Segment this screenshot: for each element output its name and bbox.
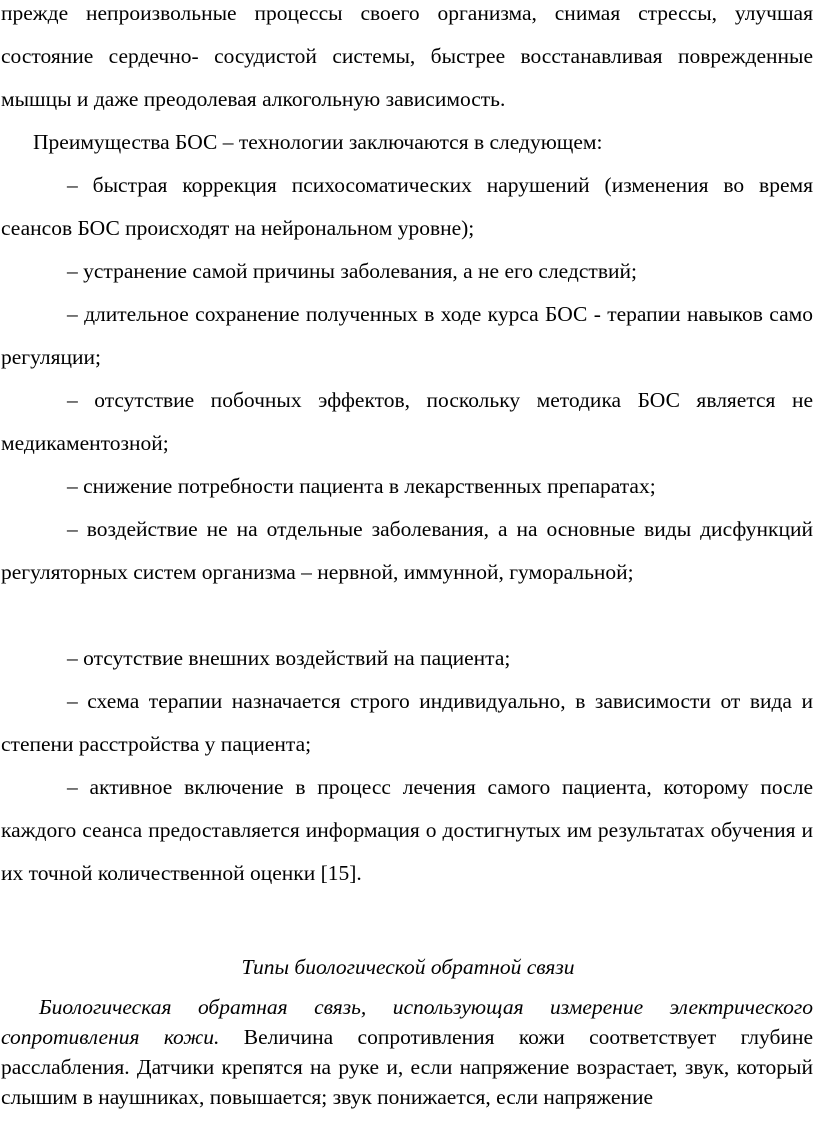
paragraph-advantages-lead: Преимущества БОС – технологии заключаются в следующем:	[33, 130, 603, 154]
section-paragraph	[1, 992, 813, 1112]
list-item: – быстрая коррекция психосоматических нарушений (изменения во время сеансов БОС происходят на нейрональном уровне);	[1, 173, 813, 240]
list-item: – схема терапии назначается строго индивидуально, в зависимости от вида и степени расстройства у пациента;	[1, 689, 813, 756]
paragraph-intro: прежде непроизвольные процессы своего организма, снимая стрессы, улучшая состояние сердечно- сосудистой системы, быстрее восстанавливая поврежденные мышцы и даже преодолевая алкогольную зависимость.	[1, 1, 813, 111]
list-item: – отсутствие побочных эффектов, поскольку методика БОС является не медикаментозной;	[1, 388, 813, 455]
list-item: – длительное сохранение полученных в ходе курса БОС - терапии навыков само регуляции;	[1, 302, 813, 369]
list-item: – воздействие не на отдельные заболевания, а на основные виды дисфункций регуляторных систем организма – нервной, иммунной, гуморальной;	[1, 517, 813, 584]
list-item: – отсутствие внешних воздействий на пациента;	[67, 646, 511, 670]
list-item: – активное включение в процесс лечения самого пациента, которому после каждого сеанса предоставляется информация о достигнутых им результатах обучения и их точной количественной оценки [15].	[1, 775, 813, 885]
section-paragraph-text: Величина сопротивления кожи соответствует глубине расслабления. Датчики крепятся на руке и, если напряжение возрастает, звук, который слышим в наушниках, повышается; звук понижается, если напряжение	[1, 1025, 813, 1109]
section-paragraph-lead: Биологическая обратная связь, использующая измерение электрического сопротивления кожи.	[1, 995, 813, 1049]
section-heading: Типы биологической обратной связи	[241, 955, 575, 979]
list-item: – устранение самой причины заболевания, а не его следствий;	[67, 259, 637, 283]
list-item: – снижение потребности пациента в лекарственных препаратах;	[67, 474, 656, 498]
